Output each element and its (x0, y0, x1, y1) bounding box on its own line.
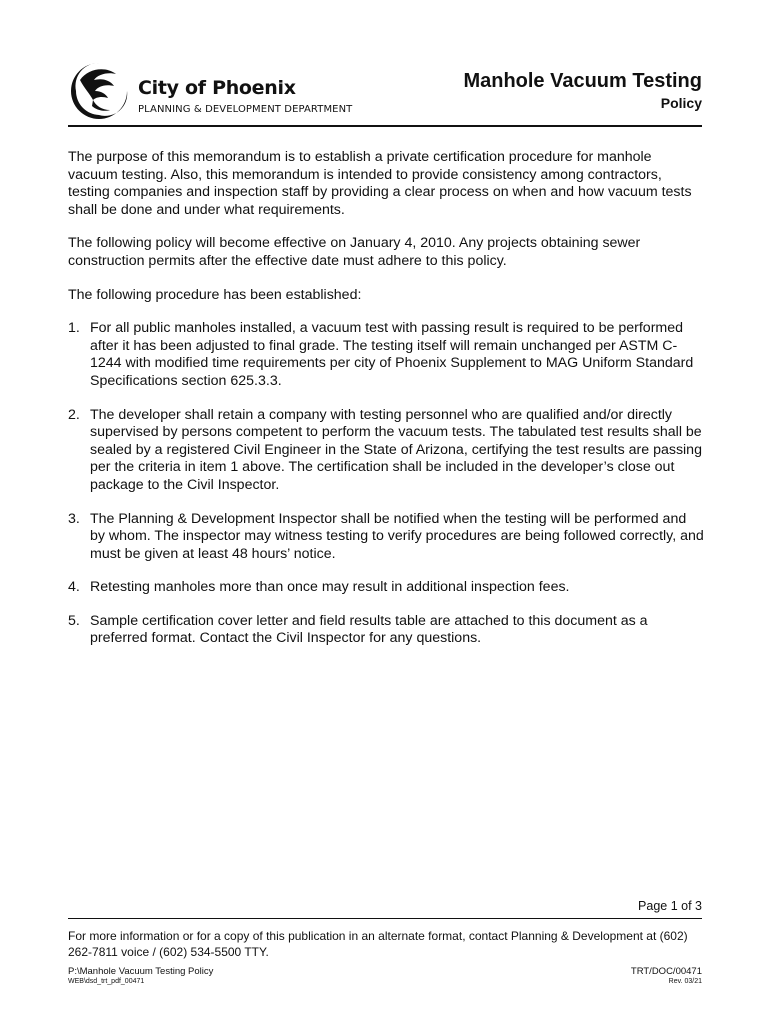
footer-revision: Rev. 03/21 (668, 978, 702, 985)
list-item (68, 407, 704, 495)
list-item-text: The Planning & Development Inspector shall be notified when the testing will be performed and by whom. The inspector may witness testing to verify procedures are being followed correctly, and must be given at least 48 hours’ notice. (90, 510, 704, 562)
procedure-list (68, 320, 704, 648)
list-item-number: 5. (68, 612, 80, 629)
footer-contact-note: For more information or for a copy of this publication in an alternate format, contact Planning & Development at (602) 262-7811 voice / (602) 534-5500 TTY. (68, 929, 688, 959)
list-item (68, 579, 704, 597)
list-item-text: The developer shall retain a company with testing personnel who are qualified and/or directly supervised by persons competent to perform the vacuum tests. The tabulated test results shall be sealed by a registered Civil Engineer in the State of Arizona, certifying the test results are passing per the criteria in item 1 above. The certification shall be included in the developer’s close out package to the Civil Inspector. (90, 406, 702, 493)
document-subtitle: Policy (660, 95, 702, 111)
document-title: Manhole Vacuum Testing (463, 70, 702, 92)
list-item-number: 1. (68, 320, 80, 337)
list-item-text: For all public manholes installed, a vacuum test with passing result is required to be performed after it has been adjusted to final grade. The testing itself will remain unchanged per ASTM C-1244 with modified time requirements per city of Phoenix Supplement to MAG Uniform Standard Specifications section 625.3.3. (90, 320, 694, 389)
footer-divider (68, 918, 702, 919)
list-item (68, 511, 704, 564)
page-number: Page 1 of 3 (638, 899, 702, 913)
list-item-number: 4. (68, 579, 80, 596)
department-name: PLANNING & DEVELOPMENT DEPARTMENT (138, 104, 353, 115)
list-item-text: Sample certification cover letter and field results table are attached to this document as a preferred format. Contact the Civil Inspector for any questions. (90, 612, 648, 647)
footer-file-path: P:\Manhole Vacuum Testing Policy (68, 966, 214, 977)
org-name: City of Phoenix (138, 77, 296, 99)
list-item (68, 320, 704, 390)
procedure-intro: The following procedure has been established: (68, 286, 362, 303)
header-divider (68, 125, 702, 127)
intro-paragraph: The purpose of this memorandum is to establish a private certification procedure for manhole vacuum testing. Also, this memorandum is intended to provide consistency among contractors, testing companies and inspection staff by providing a clear process on when and how vacuum tests shall be done and under what requirements. (68, 149, 692, 218)
footer-web-path: WEB\dsd_trt_pdf_00471 (68, 978, 145, 985)
effective-date-paragraph: The following policy will become effective on January 4, 2010. Any projects obtaining sewer construction permits after the effective date must adhere to this policy. (68, 235, 641, 269)
memo-body (68, 149, 704, 664)
list-item-number: 2. (68, 406, 80, 423)
footer-document-code: TRT/DOC/00471 (630, 966, 702, 977)
list-item-text: Retesting manholes more than once may result in additional inspection fees. (90, 579, 570, 596)
list-item (68, 613, 704, 648)
list-item-number: 3. (68, 510, 80, 527)
phoenix-bird-logo-icon (68, 60, 130, 122)
